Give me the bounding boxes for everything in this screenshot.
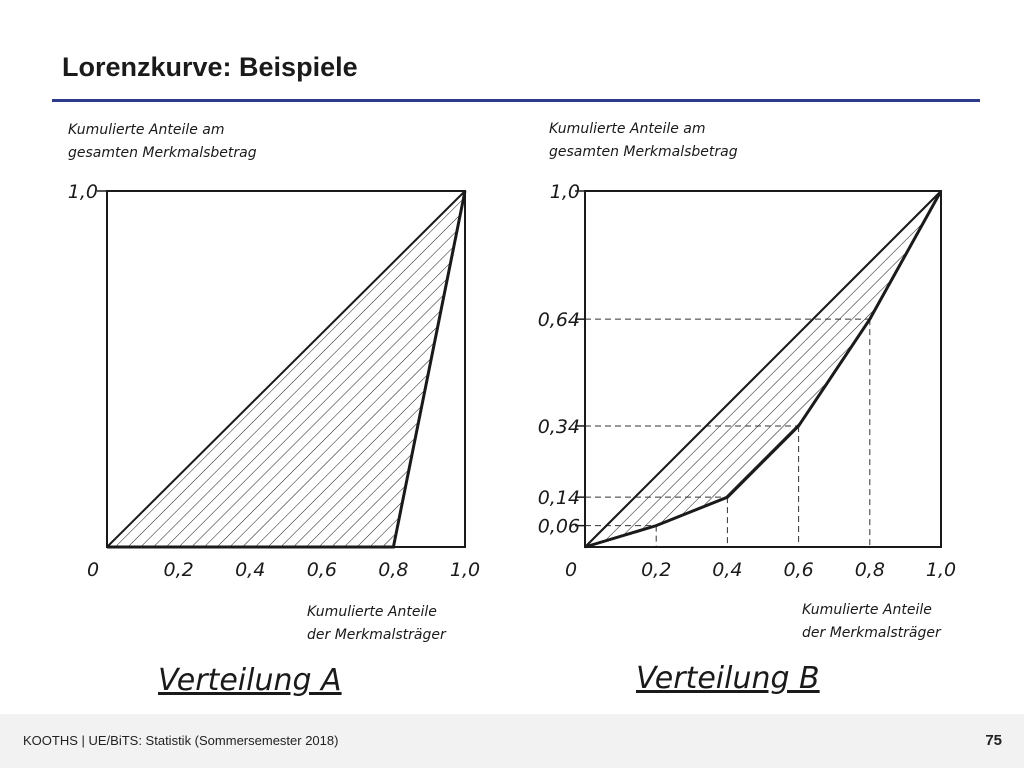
y-tick-label-0: 0,06 <box>537 515 580 538</box>
x-tick-label-5: 1,0 <box>449 559 481 581</box>
x-tick-label-2: 0,4 <box>712 559 743 581</box>
y-tick-label-3: 0,64 <box>537 309 580 332</box>
y-axis-title-line2: gesamten Merkmalsbetrag <box>549 144 738 160</box>
x-tick-label-0: 0 <box>86 559 100 581</box>
y-tick-label-1: 0,14 <box>537 487 580 510</box>
distribution-name: Verteilung B <box>636 661 820 696</box>
x-axis-title-line1: Kumulierte Anteile <box>307 604 437 620</box>
y-tick-label-4: 1,0 <box>549 181 580 203</box>
chart-verteilung-a <box>68 122 480 698</box>
slide-title: Lorenzkurve: Beispiele <box>62 52 358 82</box>
footer-text: KOOTHS | UE/BiTS: Statistik (Sommersemester 2018) <box>23 733 339 748</box>
x-tick-label-4: 0,8 <box>378 559 409 581</box>
x-axis-title-line1: Kumulierte Anteile <box>802 602 932 618</box>
x-tick-label-3: 0,6 <box>783 559 814 581</box>
x-tick-label-1: 0,2 <box>641 559 672 581</box>
distribution-name: Verteilung A <box>158 663 342 698</box>
x-tick-label-4: 0,8 <box>854 559 885 581</box>
x-axis-title-line2: der Merkmalsträger <box>307 627 446 643</box>
y-axis-title-line1: Kumulierte Anteile am <box>549 121 706 137</box>
x-tick-label-1: 0,2 <box>163 559 194 581</box>
y-tick-label-2: 0,34 <box>537 415 580 438</box>
y-axis-title-line2: gesamten Merkmalsbetrag <box>68 145 257 161</box>
y-tick-label-0: 1,0 <box>67 181 98 203</box>
page-number: 75 <box>985 732 1002 749</box>
x-axis-title-line2: der Merkmalsträger <box>802 625 941 641</box>
x-tick-label-5: 1,0 <box>925 559 957 581</box>
chart-verteilung-b <box>538 121 956 696</box>
y-axis-title-line1: Kumulierte Anteile am <box>68 122 225 138</box>
equality-line <box>585 191 941 547</box>
x-tick-label-2: 0,4 <box>235 559 266 581</box>
x-tick-label-3: 0,6 <box>306 559 337 581</box>
x-tick-label-0: 0 <box>564 559 578 581</box>
